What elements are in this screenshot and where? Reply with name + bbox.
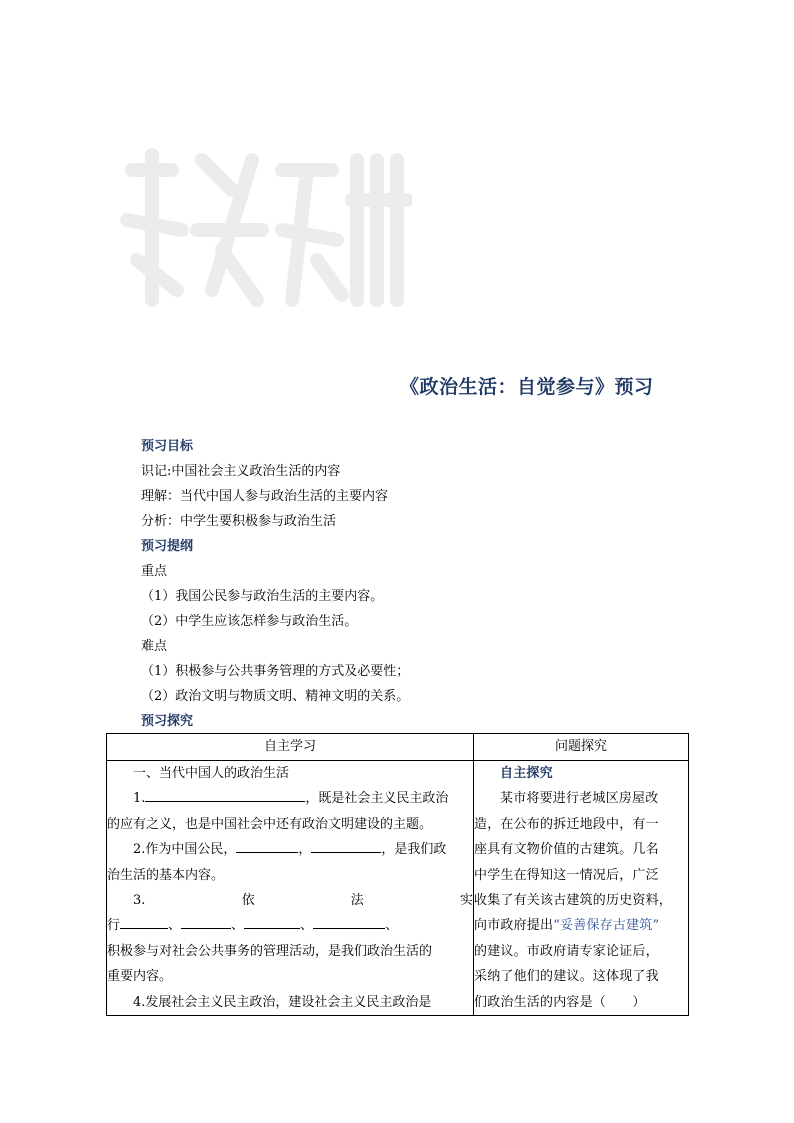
study-line xyxy=(107,888,473,913)
inquiry-line: 造，在公布的拆迁地段中，有一 xyxy=(474,816,659,832)
study-text: ， xyxy=(298,842,312,858)
study-text: ，既是社会主义民主政治 xyxy=(305,791,449,807)
separator: 、 xyxy=(385,918,399,934)
inquiry-cell xyxy=(474,761,689,1016)
study-text: 法 xyxy=(350,892,364,908)
separator: 、 xyxy=(168,918,182,934)
inquiry-line xyxy=(474,913,688,938)
study-text: 2.作为中国公民， xyxy=(133,842,237,858)
outline-heading: 预习提纲 xyxy=(141,539,194,554)
study-line xyxy=(107,837,473,862)
inquiry-line: 某市将要进行老城区房屋改 xyxy=(500,791,659,807)
difficult-point-item: （1）积极参与公共事务管理的方式及必要性； xyxy=(141,664,410,679)
fill-blank[interactable] xyxy=(311,838,381,853)
inquiry-line: 们政治生活的内容是（ ） xyxy=(474,994,646,1010)
inquiry-heading: 自主探究 xyxy=(500,766,553,781)
self-study-cell xyxy=(107,761,474,1016)
inquiry-line: 座具有文物价值的古建筑。几名 xyxy=(474,842,659,858)
study-line xyxy=(107,913,473,938)
inquiry-line: 收集了有关该古建筑的历史资料， xyxy=(474,892,673,908)
study-text: 依 xyxy=(241,892,255,908)
study-line: 治生活的基本内容。 xyxy=(107,867,225,883)
goal-item: 分析：中学生要积极参与政治生活 xyxy=(141,514,337,529)
watermark-logo xyxy=(112,140,412,310)
key-point-item: （1）我国公民参与政治生活的主要内容。 xyxy=(141,589,384,604)
fill-blank[interactable] xyxy=(120,914,168,929)
inquiry-text: 向市政府提出 xyxy=(474,918,554,934)
study-line xyxy=(107,786,473,811)
goals-section xyxy=(141,434,409,734)
key-points-label: 重点 xyxy=(141,564,168,579)
key-point-item: （2）中学生应该怎样参与政治生活。 xyxy=(141,614,358,629)
study-line: 重要内容。 xyxy=(107,969,173,985)
inquiry-line: 中学生在得知这一情况后，广泛 xyxy=(474,867,659,883)
fill-blank[interactable] xyxy=(244,914,300,929)
fill-blank[interactable] xyxy=(145,787,305,802)
study-text: ，是我们政 xyxy=(381,842,447,858)
goal-item: 识记:中国社会主义政治生活的内容 xyxy=(141,464,341,479)
difficult-points-label: 难点 xyxy=(141,639,168,654)
page-title: 《政治生活：自觉参与》预习 xyxy=(400,376,654,398)
inquiry-line: 采纳了他们的建议。这体现了我 xyxy=(474,969,659,985)
fill-blank[interactable] xyxy=(313,914,385,929)
explore-table xyxy=(106,733,689,1016)
column-header-inquiry: 问题探究 xyxy=(474,734,689,761)
study-line: 积极参与对社会公共事务的管理活动，是我们政治生活的 xyxy=(107,943,433,959)
goals-heading: 预习目标 xyxy=(141,439,194,454)
study-line: 4.发展社会主义民主政治，建设社会主义民主政治是 xyxy=(133,994,432,1010)
study-line: 的应有之义，也是中国社会中还有政治文明建设的主题。 xyxy=(107,816,433,832)
fill-blank[interactable] xyxy=(236,838,298,853)
study-text: 行 xyxy=(107,918,121,934)
difficult-point-item: （2）政治文明与物质文明、精神文明的关系。 xyxy=(141,689,410,704)
study-text: 实 xyxy=(459,892,473,908)
separator: 、 xyxy=(231,918,245,934)
explore-heading: 预习探究 xyxy=(141,714,194,729)
study-line: 一、当代中国人的政治生活 xyxy=(133,766,290,781)
column-header-self-study: 自主学习 xyxy=(107,734,474,761)
highlighted-quote: “妥善保存古建筑” xyxy=(553,918,660,934)
fill-blank[interactable] xyxy=(181,914,231,929)
separator: 、 xyxy=(300,918,314,934)
study-text: 3. xyxy=(133,892,146,908)
item-number: 1. xyxy=(133,791,146,807)
goal-item: 理解：当代中国人参与政治生活的主要内容 xyxy=(141,489,389,504)
inquiry-line: 的建议。市政府请专家论证后， xyxy=(474,943,659,959)
